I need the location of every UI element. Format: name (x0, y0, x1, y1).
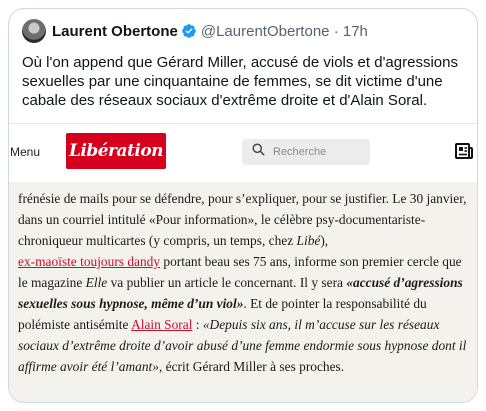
article-text-italic: Libé (296, 233, 321, 248)
article-link-alain-soral[interactable]: Alain Soral (131, 317, 193, 332)
article-quote: «accusé d’agressions sexuelles sous hypnose, même d’un viol» (18, 275, 463, 311)
verified-badge-icon (181, 23, 197, 39)
tweet-text: Où l'on append que Gérard Miller, accusé de viols et d'agressions sexuelles par une cinquantaine de femmes, se dit victime d'une cabale des réseaux sociaux d'extrême droite et d'Alain Soral. (22, 54, 458, 109)
search-box[interactable] (242, 139, 370, 165)
tweet-header (22, 19, 368, 43)
separator-dot: · (333, 22, 339, 40)
article-quote: «Depuis six ans, il m’accuse sur les réseaux sociaux d’extrême droite d’avoir abusé d’une femme endormie sous hypnose dont il affirme avoir été l’amant» (18, 317, 467, 374)
article-link-maoiste[interactable]: ex-maoïste toujours dandy (18, 254, 161, 269)
search-icon (252, 143, 265, 161)
article-text: : (192, 317, 203, 332)
article-text-italic: Elle (85, 275, 108, 290)
tweet-time[interactable]: 17h (342, 22, 368, 40)
logo-text: Libération (68, 141, 164, 161)
search-input[interactable] (273, 146, 363, 158)
author-handle[interactable] (201, 23, 368, 40)
article-text: portant beau ses 75 ans, informe son premier cercle que le magazine (18, 254, 462, 290)
article-text: . Et de pointer la responsabilité du polémiste antisémite (18, 296, 427, 332)
avatar[interactable] (22, 19, 46, 43)
article-text: frénésie de mails pour se défendre, pour s’expliquer, pour se justifier. Le 30 janvier, dans un courriel intitulé «Pour information», le célèbre psy-documentariste-chroniqueur multicartes (y compris, un temps, chez (18, 191, 467, 248)
article-excerpt (9, 182, 478, 403)
newspaper-icon[interactable] (454, 141, 474, 161)
author-name[interactable]: Laurent Obertone (52, 22, 178, 40)
article-paragraph (18, 188, 470, 377)
tweet-card[interactable] (8, 8, 478, 403)
menu-button[interactable]: Menu (10, 145, 41, 159)
liberation-logo[interactable] (66, 133, 166, 169)
article-text: , écrit Gérard Miller à ses proches. (158, 359, 345, 374)
article-text: va publier un article le concernant. Il y sera (107, 275, 347, 290)
article-text: ), (320, 233, 329, 248)
handle-text: @LaurentObertone (200, 22, 330, 40)
site-header (9, 124, 478, 182)
tweet-media-screenshot[interactable] (9, 123, 478, 403)
